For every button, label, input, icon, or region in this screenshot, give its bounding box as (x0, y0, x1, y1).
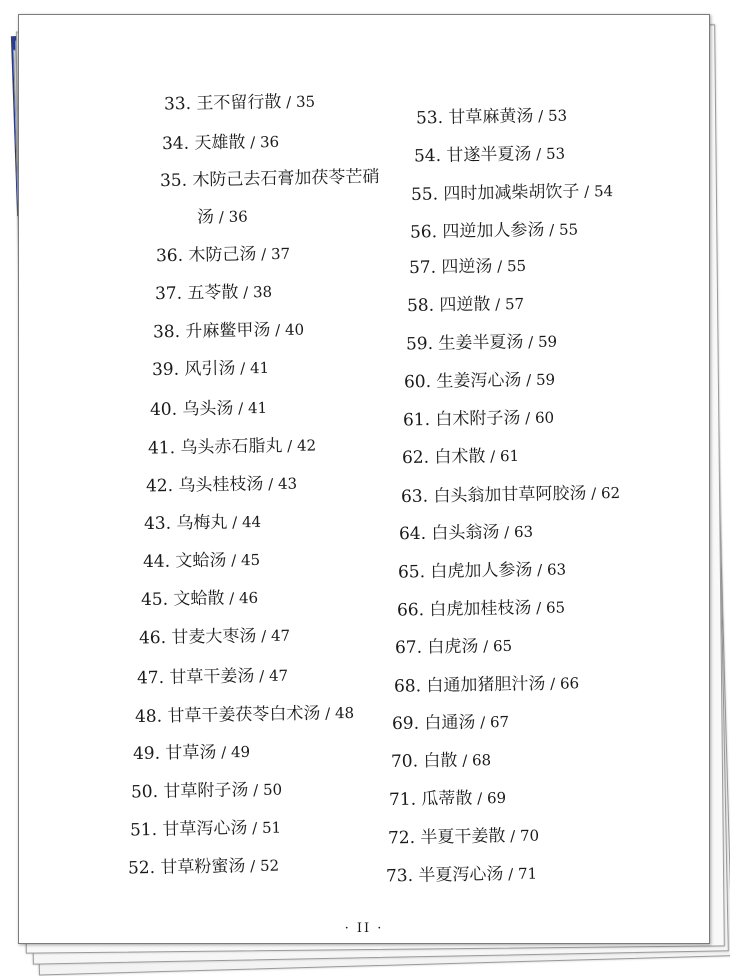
entry-separator: / (545, 674, 561, 693)
entry-title: 四逆汤 (441, 256, 493, 278)
entry-number: 33. (163, 93, 192, 115)
entry-separator: / (281, 92, 297, 112)
entry-number: 39. (151, 359, 180, 381)
entry-title: 白虎汤 (427, 636, 479, 658)
entry-page-number: 55 (558, 220, 579, 239)
entry-title: 四时加减柴胡饮子 (443, 181, 580, 205)
entry-title: 瓜蒂散 (421, 788, 473, 810)
toc-entry (404, 370, 555, 393)
entry-separator: / (256, 626, 272, 646)
entry-separator: / (520, 408, 536, 428)
entry-page-number: 48 (334, 703, 355, 723)
entry-number: 58. (406, 295, 435, 317)
entry-separator: / (521, 370, 537, 390)
entry-page-number: 57 (504, 294, 525, 314)
entry-number: 53. (415, 107, 444, 129)
entry-title: 四逆散 (439, 294, 491, 316)
entry-title: 乌头汤 (182, 398, 234, 420)
entry-number: 68. (393, 676, 422, 697)
entry-page-number: 59 (537, 332, 558, 351)
entry-separator: / (235, 359, 251, 378)
toc-entry (394, 673, 579, 697)
entry-separator: / (586, 484, 602, 503)
entry-page-number: 62 (600, 483, 621, 503)
entry-page-number: 65 (545, 598, 566, 617)
entry-title: 木防己去石膏加茯苓芒硝 (192, 166, 380, 191)
entry-title: 乌头桂枝汤 (178, 474, 264, 496)
entry-number: 42. (145, 475, 174, 497)
entry-title: 甘草附子汤 (163, 780, 249, 802)
entry-title: 白通汤 (424, 712, 476, 734)
entry-number: 41. (147, 438, 176, 459)
entry-separator: / (256, 245, 272, 264)
entry-separator: / (216, 743, 232, 762)
toc-entry (403, 408, 554, 431)
entry-number: 71. (388, 789, 417, 811)
entry-title: 王不留行散 (196, 92, 282, 114)
entry-number: 35. (159, 170, 188, 192)
entry-separator: / (238, 283, 254, 302)
entry-number: 34. (161, 133, 190, 155)
entry-page-number: 47 (270, 626, 291, 645)
entry-title: 五苓散 (187, 282, 239, 304)
entry-number: 44. (142, 551, 171, 573)
document-page (18, 14, 710, 944)
entry-number: 72. (387, 827, 416, 849)
entry-number: 46. (138, 627, 167, 649)
entry-separator: / (213, 207, 229, 227)
entry-title: 文蛤散 (173, 588, 225, 610)
toc-entry (389, 788, 507, 810)
entry-title: 天雄散 (194, 132, 246, 154)
entry-page-number: 53 (547, 106, 568, 125)
toc-entry (397, 597, 565, 620)
toc-entry (388, 826, 539, 849)
entry-number: 59. (405, 333, 434, 355)
toc-right-column (19, 15, 709, 943)
toc-entry (399, 522, 533, 545)
toc-entry (402, 446, 520, 468)
toc-entry (409, 256, 527, 278)
entry-page-number: 69 (486, 788, 507, 808)
entry-separator: / (227, 513, 243, 532)
entry-page-number: 66 (559, 674, 580, 693)
entry-separator: / (533, 106, 549, 126)
entry-number: 57. (408, 257, 437, 279)
toc-entry (410, 219, 578, 242)
entry-title: 白术散 (434, 446, 486, 468)
entry-page-number: 59 (535, 370, 556, 389)
entry-separator: / (457, 751, 473, 770)
entry-title: 白头翁汤 (431, 522, 500, 544)
entry-number: 49. (132, 743, 161, 765)
toc-entry (398, 559, 566, 582)
entry-title: 甘草干姜茯苓白术汤 (167, 703, 321, 727)
entry-title: 白虎加人参汤 (430, 560, 533, 582)
entry-number: 45. (140, 589, 169, 611)
entry-page-number: 43 (277, 474, 298, 493)
entry-page-number: 50 (262, 780, 283, 799)
entry-separator: / (224, 589, 240, 608)
entry-page-number: 46 (238, 588, 259, 608)
entry-separator: / (475, 713, 491, 732)
entry-separator: / (523, 332, 539, 352)
entry-title: 汤 (196, 207, 215, 228)
entry-number: 63. (400, 486, 429, 508)
entry-page-number: 63 (546, 560, 567, 579)
entry-page-number: 47 (268, 666, 289, 685)
entry-page-number: 68 (471, 751, 492, 770)
entry-separator: / (248, 780, 264, 800)
entry-separator: / (233, 399, 249, 418)
entry-separator: / (254, 666, 270, 686)
entry-number: 52. (127, 857, 156, 879)
toc-entry (391, 750, 492, 772)
entry-title: 白虎加桂枝汤 (429, 598, 532, 620)
entry-title: 甘草麻黄汤 (448, 106, 534, 128)
toc-entry (406, 332, 557, 355)
entry-separator: / (579, 182, 595, 201)
toc-entry (414, 144, 565, 167)
entry-number: 65. (397, 562, 426, 583)
entry-number: 66. (396, 600, 425, 621)
entry-separator: / (320, 704, 336, 723)
entry-page-number: 36 (259, 132, 280, 152)
entry-number: 64. (398, 523, 427, 545)
entry-page-number: 63 (513, 522, 534, 542)
entry-page-number: 41 (249, 358, 270, 378)
entry-number: 51. (129, 819, 158, 841)
entry-number: 54. (413, 145, 442, 167)
entry-number: 40. (149, 399, 178, 421)
entry-number: 55. (410, 184, 439, 205)
entry-number: 48. (134, 706, 163, 728)
entry-title: 生姜半夏汤 (438, 332, 524, 354)
toc-entry (392, 712, 510, 734)
entry-separator: / (531, 144, 547, 164)
entry-separator: / (472, 789, 488, 808)
entry-title: 甘遂半夏汤 (446, 144, 532, 166)
entry-title: 白散 (423, 750, 458, 772)
entry-separator: / (505, 826, 521, 846)
entry-title: 文蛤汤 (175, 550, 227, 572)
entry-separator: / (544, 220, 560, 240)
entry-title: 甘草汤 (165, 742, 217, 764)
entry-number: 70. (390, 751, 419, 772)
entry-title: 生姜泻心汤 (436, 370, 522, 392)
entry-separator: / (245, 856, 261, 876)
entry-separator: / (478, 637, 494, 656)
entry-page-number: 53 (545, 144, 566, 163)
entry-number: 36. (155, 245, 184, 267)
entry-page-number: 45 (240, 550, 261, 570)
entry-title: 甘草干姜汤 (169, 666, 255, 688)
entry-number: 37. (154, 283, 183, 305)
entry-page-number: 60 (534, 408, 555, 427)
entry-number: 60. (403, 371, 432, 393)
entry-separator: / (226, 551, 242, 570)
entry-title: 半夏泻心汤 (418, 864, 504, 886)
toc-entry (416, 106, 567, 129)
toc-entry (395, 636, 513, 658)
entry-page-number: 44 (241, 512, 262, 532)
entry-number: 43. (143, 513, 172, 535)
entry-separator: / (270, 320, 286, 340)
entry-title: 白头翁加甘草阿胶汤 (433, 483, 587, 507)
entry-page-number: 38 (252, 282, 273, 302)
toc-entry (407, 294, 525, 316)
toc-entry (401, 483, 620, 507)
entry-title: 半夏干姜散 (420, 826, 506, 848)
entry-number: 50. (130, 781, 159, 803)
entry-title: 乌梅丸 (176, 512, 228, 534)
entry-page-number: 61 (499, 446, 520, 466)
entry-separator: / (531, 598, 547, 618)
entry-title: 风引汤 (184, 358, 236, 380)
entry-title: 四逆加人参汤 (442, 220, 545, 242)
entry-separator: / (503, 864, 519, 884)
entry-page-number: 35 (295, 92, 316, 111)
entry-number: 73. (385, 865, 414, 887)
entry-page-number: 67 (489, 712, 510, 732)
entry-page-number: 71 (517, 864, 538, 883)
entry-separator: / (532, 560, 548, 580)
entry-page-number: 55 (506, 256, 527, 276)
entry-page-number: 51 (261, 818, 282, 837)
entry-number: 38. (152, 321, 181, 343)
entry-separator: / (245, 133, 261, 152)
entry-number: 67. (394, 637, 423, 659)
entry-title: 升麻鳖甲汤 (185, 320, 271, 342)
entry-separator: / (492, 257, 508, 276)
entry-title: 白通加猪胆汁汤 (426, 673, 546, 697)
entry-page-number: 49 (230, 742, 251, 762)
entry-page-number: 54 (593, 182, 614, 201)
entry-separator: / (485, 447, 501, 466)
entry-page-number: 41 (247, 398, 268, 418)
entry-title: 白术附子汤 (435, 408, 521, 430)
entry-title: 甘麦大枣汤 (171, 626, 257, 648)
entry-title: 甘草泻心汤 (162, 818, 248, 840)
entry-page-number: 36 (228, 207, 248, 226)
toc-entry (386, 864, 537, 887)
toc-entry (411, 181, 613, 205)
entry-page-number: 52 (259, 856, 280, 875)
entry-number: 56. (409, 222, 438, 243)
entry-page-number: 65 (492, 636, 513, 656)
entry-separator: / (490, 295, 506, 314)
entry-page-number: 40 (284, 320, 305, 339)
entry-separator: / (263, 474, 279, 494)
entry-title: 木防己汤 (188, 244, 257, 266)
entry-separator: / (499, 523, 515, 542)
entry-separator: / (247, 818, 263, 838)
entry-number: 62. (401, 447, 430, 469)
entry-page-number: 70 (519, 826, 540, 845)
entry-number: 61. (402, 409, 431, 431)
page-number: · II · (344, 921, 384, 936)
entry-page-number: 37 (270, 244, 291, 264)
entry-number: 69. (391, 713, 420, 735)
entry-title: 乌头赤石脂丸 (180, 436, 283, 458)
entry-separator: / (282, 436, 298, 456)
entry-page-number: 42 (296, 436, 317, 455)
entry-title: 甘草粉蜜汤 (160, 856, 246, 878)
entry-number: 47. (136, 667, 165, 689)
